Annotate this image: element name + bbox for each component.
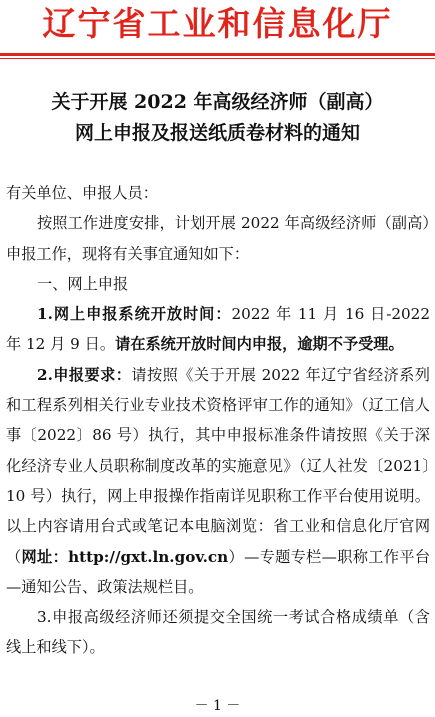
item2-text-part1: 请按照《关于开展 2022 年辽宁省经济系列和工程系列相关行业专业技术资格评审工作的通知》（辽工信人事〔2022〕86 号）执行，其中申报标准条件请按照《关于深化经济专业人员职称制度改革的实施意见》（辽人社发〔2021〕10 号）执行，网上申报操作指南详见职称工作平台使用说明。以上内容请用台式或笔记本电脑浏览：省工业和信息化厅官网（ xyxy=(6,365,430,566)
letterhead-rule-thick xyxy=(0,53,435,56)
item2-label: 2.申报要求： xyxy=(37,365,132,384)
item1-label: 1.网上申报系统开放时间： xyxy=(37,305,232,324)
item1-text: 2022 年 11 月 16 日-2022 年 12 月 9 日。 xyxy=(6,305,430,354)
item1-paragraph xyxy=(6,299,430,360)
salutation: 有关单位、申报人员： xyxy=(6,184,158,202)
document-title-line2: 网上申报及报送纸质卷材料的通知 xyxy=(74,122,360,144)
intro-paragraph: 按照工作进度安排，计划开展 2022 年高级经济师（副高）申报工作，现将有关事宜通知如下： xyxy=(6,214,430,263)
letterhead-rule-thin xyxy=(0,58,435,59)
page-number: － 1 － xyxy=(194,698,241,714)
item3-paragraph: 3.申报高级经济师还须提交全国统一考试合格成绩单（含线上和线下）。 xyxy=(6,608,430,657)
section1-heading: 一、网上申报 xyxy=(37,274,129,293)
item2-text-part2: ）—专题专栏—职称工作平台—通知公告、政策法规栏目。 xyxy=(6,547,431,596)
item2-paragraph xyxy=(6,360,430,602)
document-title-line1: 关于开展 2022 年高级经济师（副高） xyxy=(51,91,384,113)
item1-emphasis: 请在系统开放时间内申报，逾期不予受理。 xyxy=(115,335,404,354)
document-body xyxy=(6,178,430,663)
letterhead-org-name: 辽宁省工业和信息化厅 xyxy=(42,4,393,43)
website-url-link[interactable]: http://gxt.ln.gov.cn xyxy=(68,547,229,566)
url-label: 网址： xyxy=(21,547,69,566)
